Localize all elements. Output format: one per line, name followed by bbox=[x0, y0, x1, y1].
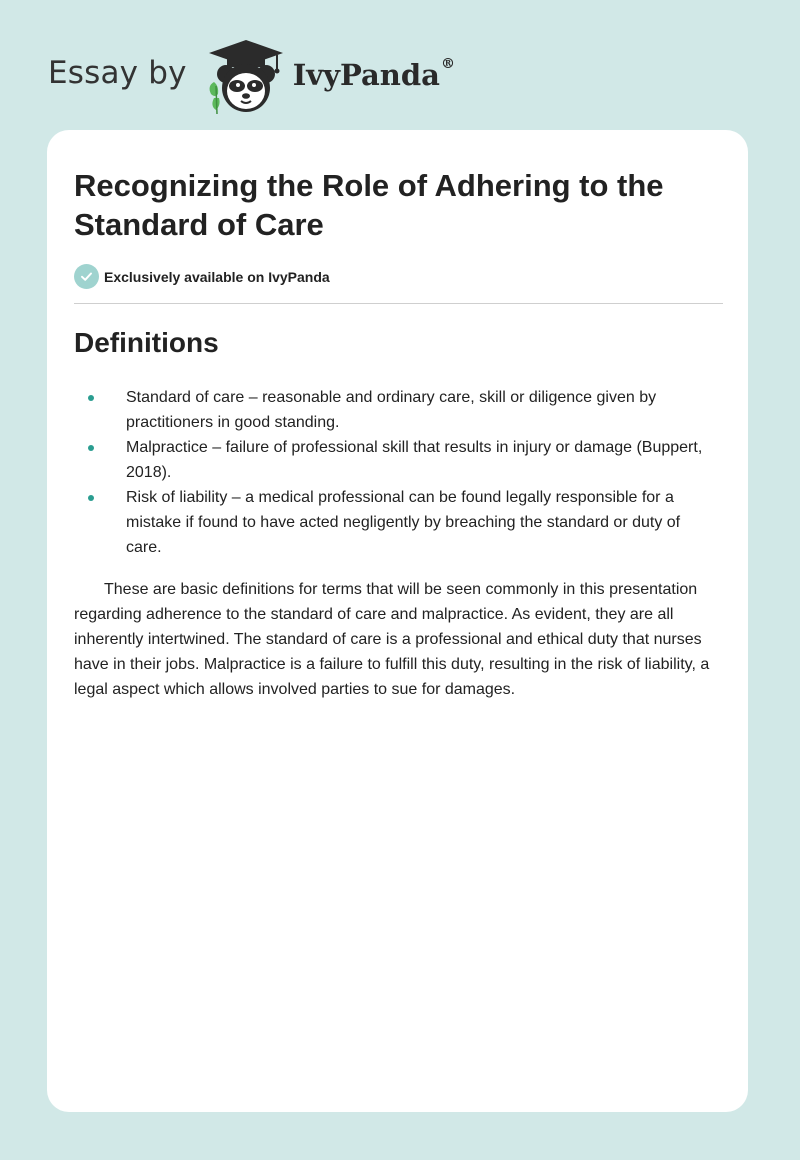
essay-by-label: Essay by bbox=[48, 55, 187, 91]
bullet-icon bbox=[88, 495, 94, 501]
definition-text: Risk of liability – a medical professional can be found legally responsible for a mistake if found to have acted negligently by breaching the standard or duty of care. bbox=[126, 489, 681, 556]
essay-card bbox=[47, 130, 748, 1112]
definition-text: Malpractice – failure of professional skill that results in injury or damage (Buppert, 2018). bbox=[126, 439, 703, 481]
brand-name[interactable] bbox=[293, 58, 455, 92]
exclusive-text: Exclusively available on IvyPanda bbox=[104, 268, 330, 285]
panda-graduation-cap-icon[interactable] bbox=[205, 36, 287, 116]
page-title: Recognizing the Role of Adhering to the Standard of Care bbox=[74, 168, 664, 242]
exclusive-badge bbox=[74, 264, 330, 289]
bullet-icon bbox=[88, 395, 94, 401]
list-item bbox=[74, 385, 714, 435]
list-item bbox=[74, 435, 714, 485]
divider bbox=[74, 303, 723, 304]
brand-text: IvyPanda bbox=[292, 58, 440, 92]
site-header bbox=[48, 36, 455, 116]
section-heading: Definitions bbox=[74, 327, 219, 358]
body-paragraph: These are basic definitions for terms that will be seen commonly in this presentation regarding adherence to the standard of care and malpractice. As evident, they are all inherently intertwined. The standard of care is a professional and ethical duty that nurses have in their jobs. Malpractice is a failure to fulfill this duty, resulting in the risk of liability, a legal aspect which allows involved parties to sue for damages. bbox=[74, 581, 710, 698]
definition-text: Standard of care – reasonable and ordinary care, skill or diligence given by practitioners in good standing. bbox=[126, 389, 657, 431]
check-circle-icon bbox=[74, 264, 99, 289]
bullet-icon bbox=[88, 445, 94, 451]
definitions-list bbox=[74, 385, 714, 560]
list-item bbox=[74, 485, 714, 560]
registered-mark: ® bbox=[440, 56, 455, 72]
checkmark-icon bbox=[80, 270, 93, 283]
